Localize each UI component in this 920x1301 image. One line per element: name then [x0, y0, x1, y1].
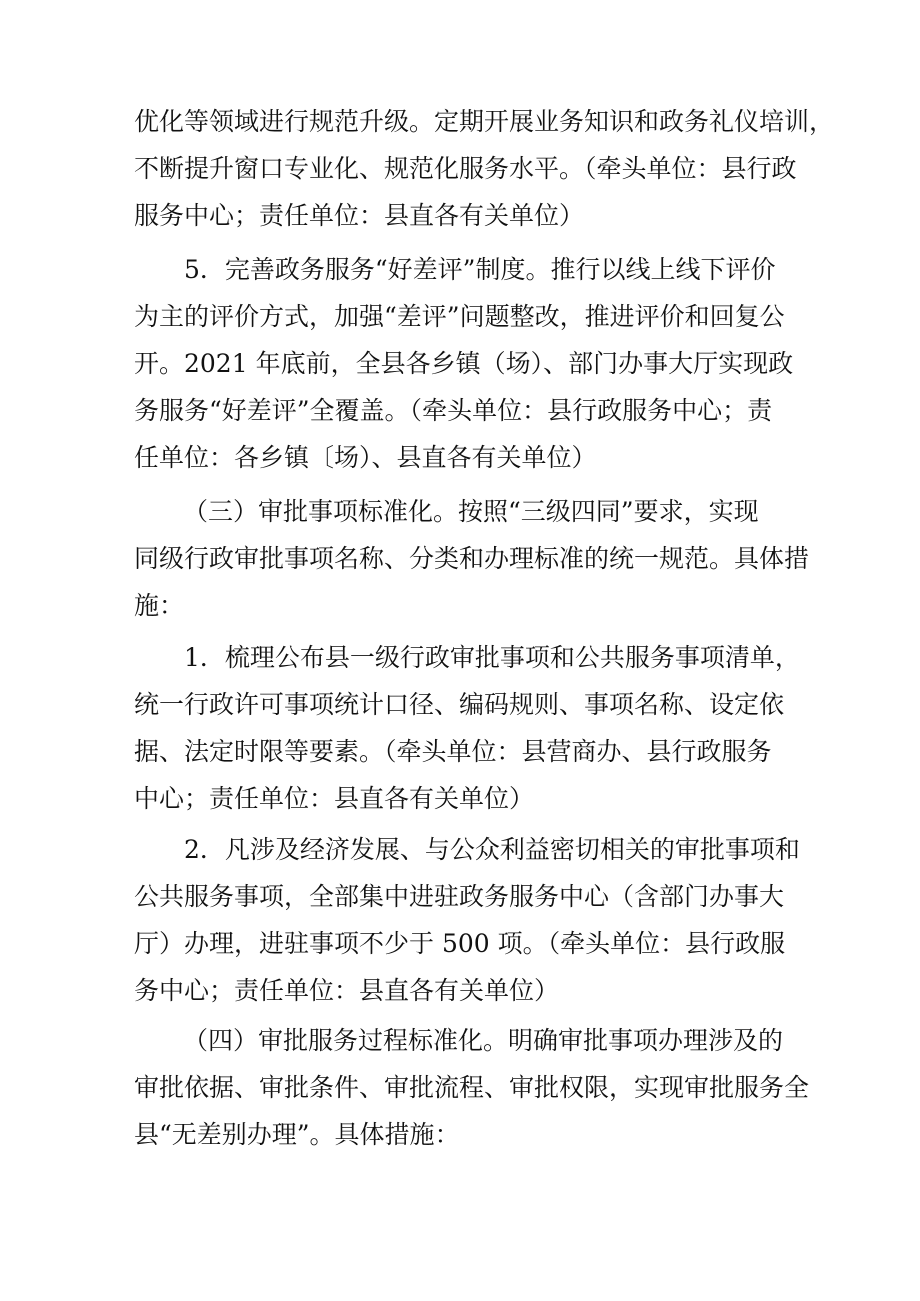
- section-heading: （三）审批事项标准化。按照“三级四同”要求，实现: [183, 497, 759, 526]
- text-line: 任单位：各乡镇〔场）、县直各有关单位）: [134, 443, 597, 472]
- text-line: 开。2021 年底前，全县各乡镇（场）、部门办事大厅实现政: [134, 349, 794, 378]
- text-line: 1．梳理公布县一级行政审批事项和公共服务事项清单，: [184, 643, 800, 672]
- text-line: 审批依据、审批条件、审批流程、审批权限，实现审批服务全: [134, 1073, 810, 1102]
- text-line: 务服务“好差评”全覆盖。（牵头单位：县行政服务中心；责: [134, 396, 773, 425]
- text-line: 同级行政审批事项名称、分类和办理标准的统一规范。具体措: [134, 544, 810, 573]
- text-line: 县“无差别办理”。具体措施：: [134, 1120, 460, 1149]
- text-line: 2．凡涉及经济发展、与公众利益密切相关的审批事项和: [184, 835, 800, 864]
- text-line: 优化等领域进行规范升级。定期开展业务知识和政务礼仪培训，: [134, 107, 835, 136]
- text-line: 中心；责任单位：县直各有关单位）: [134, 784, 535, 813]
- text-line: 施：: [134, 591, 185, 620]
- text-line: 为主的评价方式，加强“差评”问题整改，推进评价和回复公: [134, 302, 785, 331]
- text-line: 5．完善政务服务“好差评”制度。推行以线上线下评价: [184, 255, 776, 284]
- text-line: 服务中心；责任单位：县直各有关单位）: [134, 201, 585, 230]
- text-line: 务中心；责任单位：县直各有关单位）: [134, 976, 560, 1005]
- text-line: 统一行政许可事项统计口径、编码规则、事项名称、设定依: [134, 690, 785, 719]
- text-line: 据、法定时限等要素。（牵头单位：县营商办、县行政服务: [134, 737, 772, 766]
- text-line: 公共服务事项，全部集中进驻政务服务中心（含部门办事大: [134, 882, 785, 911]
- text-line: 不断提升窗口专业化、规范化服务水平。（牵头单位：县行政: [134, 154, 797, 183]
- section-heading: （四）审批服务过程标准化。明确审批事项办理涉及的: [183, 1026, 784, 1055]
- text-line: 厅）办理，进驻事项不少于 500 项。（牵头单位：县行政服: [134, 929, 786, 958]
